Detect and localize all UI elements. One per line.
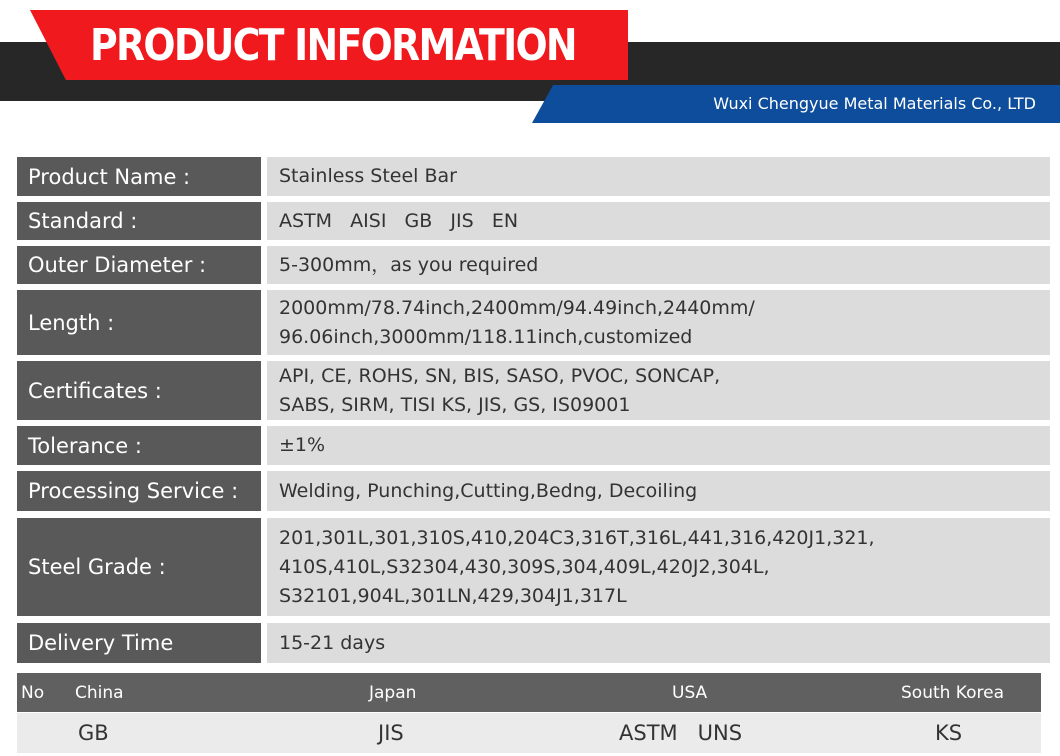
spec-value: 5-300mm，as you required [267,246,1050,284]
header-no: No [21,682,45,703]
spec-value: 2000mm/78.74inch,2400mm/94.49inch,2440mm/ 96.06inch,3000mm/118.11inch,customized [267,290,1050,355]
spec-row-standard [17,202,1050,240]
header-banner [0,0,1060,130]
spec-row-tolerance [17,426,1050,465]
page-title: PRODUCT INFORMATION [90,20,576,71]
spec-label: Processing Service : [17,471,261,511]
company-name: Wuxi Chengyue Metal Materials Co., LTD [713,94,1036,113]
spec-label: Standard : [17,202,261,240]
cell-usa: ASTM UNS [619,721,743,745]
spec-value: ±1% [267,426,1050,465]
spec-value: Stainless Steel Bar [267,157,1050,196]
spec-label: Certificates : [17,361,261,420]
spec-label: Steel Grade : [17,518,261,616]
spec-value: 201,301L,301,310S,410,204C3,316T,316L,441,316,420J1,321, 410S,410L,S32304,430,309S,304,409L,420J2,304L, S32101,904L,301LN,429,304J1,317L [267,518,1050,616]
spec-label: Product Name : [17,157,261,196]
spec-label: Delivery Time [17,623,261,663]
spec-label: Outer Diameter : [17,246,261,284]
spec-value: Welding, Punching,Cutting,Bedng, Decoiling [267,471,1050,511]
header-china: China [75,682,124,703]
spec-row-processing-service [17,471,1050,511]
spec-label: Length : [17,290,261,355]
header-south-korea: South Korea [901,682,1005,703]
spec-value: ASTM AISI GB JIS EN [267,202,1050,240]
spec-row-product-name [17,157,1050,196]
spec-row-steel-grade [17,518,1050,616]
cell-south-korea: KS [935,721,963,745]
spec-value: API, CE, ROHS, SN, BIS, SASO, PVOC, SONCAP, SABS, SIRM, TISI KS, JIS, GS, IS09001 [267,361,1050,420]
cell-japan: JIS [378,721,404,745]
cell-china: GB [78,721,109,745]
header-japan: Japan [369,682,417,703]
spec-row-outer-diameter [17,246,1050,284]
spec-row-certificates [17,361,1050,420]
spec-row-length [17,290,1050,355]
header-usa: USA [672,682,708,703]
spec-row-delivery-time [17,623,1050,663]
spec-value: 15-21 days [267,623,1050,663]
spec-label: Tolerance : [17,426,261,465]
standards-header-row [17,673,1041,712]
standards-data-row [17,713,1041,753]
